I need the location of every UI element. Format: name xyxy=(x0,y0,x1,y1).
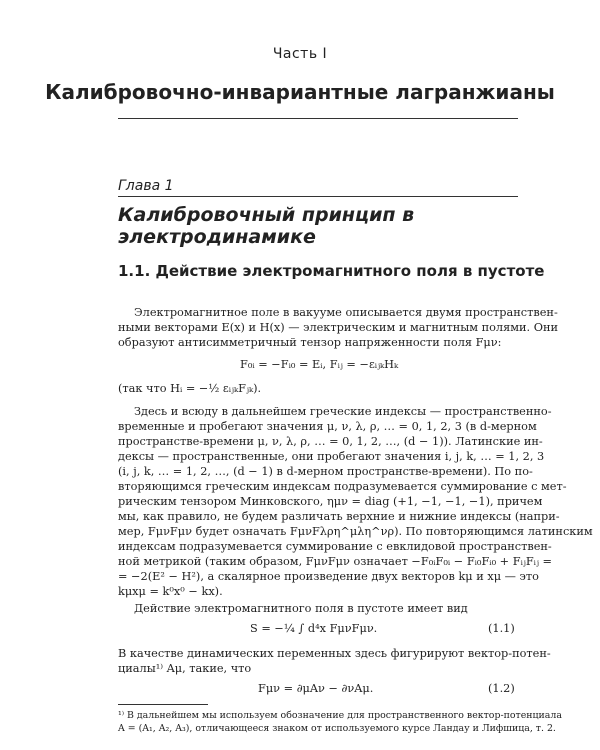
equation-action: S = −¼ ∫ d⁴x FμνFμν. xyxy=(250,622,378,635)
equation-number: (1.1) xyxy=(488,622,515,635)
paragraph-line: ными векторами E(x) и H(x) — электрическим и магнитным полями. Они xyxy=(118,321,559,334)
part-label: Часть I xyxy=(272,46,328,62)
paragraph-line: рическим тензором Минковского, ημν = diag (+1, −1, −1, −1), причем xyxy=(118,495,543,508)
paragraph-line: вторяющимся греческим индексам подразумевается суммирование с мет- xyxy=(118,480,567,493)
part-title: Калибровочно-инвариантные лагранжианы xyxy=(45,80,555,104)
paragraph-line: = −2(E² − H²), а скалярное произведение двух векторов kμ и xμ — это xyxy=(118,570,539,583)
equation-note: (так что Hᵢ = −½ εᵢⱼₖFⱼₖ). xyxy=(118,382,262,395)
paragraph-line: Здесь и всюду в дальнейшем греческие индексы — пространственно- xyxy=(134,405,552,418)
paragraph-line: циалы¹⁾ Aμ, такие, что xyxy=(118,662,252,675)
footnote-divider xyxy=(118,704,208,705)
paragraph-line: пространстве-времени μ, ν, λ, ρ, … = 0, 1, 2, …, (d − 1)). Латинские ин- xyxy=(118,435,543,448)
paragraph-line: В качестве динамических переменных здесь фигурируют вектор-потен- xyxy=(118,647,551,660)
paragraph-line: мер, FμνFμν будет означать FμνFλρη^μλη^νρ). По повторяющимся латинским xyxy=(118,525,593,538)
footnote-line: A = (A₁, A₂, A₃), отличающееся знаком от используемого курсе Ландау и Лифшица, т. 2. xyxy=(118,723,556,734)
paragraph-line: kμxμ = k⁰x⁰ − kx). xyxy=(118,585,223,598)
paragraph-line: ной метрикой (таким образом, FμνFμν означает −F₀ᵢF₀ᵢ − Fᵢ₀Fᵢ₀ + FᵢⱼFᵢⱼ = xyxy=(118,555,552,568)
part-divider xyxy=(118,118,518,119)
paragraph-line: Действие электромагнитного поля в пустоте имеет вид xyxy=(134,602,468,615)
footnote-line: ¹⁾ В дальнейшем мы используем обозначение для пространственного вектор-потенциала xyxy=(118,710,562,721)
equation-field-tensor: F₀ᵢ = −Fᵢ₀ = Eᵢ, Fᵢⱼ = −εᵢⱼₖHₖ xyxy=(240,358,399,371)
equation-number: (1.2) xyxy=(488,682,515,695)
chapter-title: Калибровочный принцип в электродинамике xyxy=(118,204,415,248)
paragraph-line: временные и пробегают значения μ, ν, λ, ρ, … = 0, 1, 2, 3 (в d-мерном xyxy=(118,420,537,433)
chapter-label: Глава 1 xyxy=(118,178,174,194)
paragraph-line: Электромагнитное поле в вакууме описывается двумя пространствен- xyxy=(134,306,558,319)
paragraph-line: мы, как правило, не будем различать верхние и нижние индексы (напри- xyxy=(118,510,560,523)
paragraph-line: индексам подразумевается суммирование с евклидовой пространствен- xyxy=(118,540,552,553)
paragraph-line: дексы — пространственные, они пробегают значения i, j, k, … = 1, 2, 3 xyxy=(118,450,545,463)
chapter-divider xyxy=(118,196,518,197)
equation-potential: Fμν = ∂μAν − ∂νAμ. xyxy=(258,682,374,695)
section-title: 1.1. Действие электромагнитного поля в пустоте xyxy=(118,262,545,280)
paragraph-line: образуют антисимметричный тензор напряженности поля Fμν: xyxy=(118,336,502,349)
paragraph-line: (i, j, k, … = 1, 2, …, (d − 1) в d-мерном пространстве-времени). По по- xyxy=(118,465,533,478)
